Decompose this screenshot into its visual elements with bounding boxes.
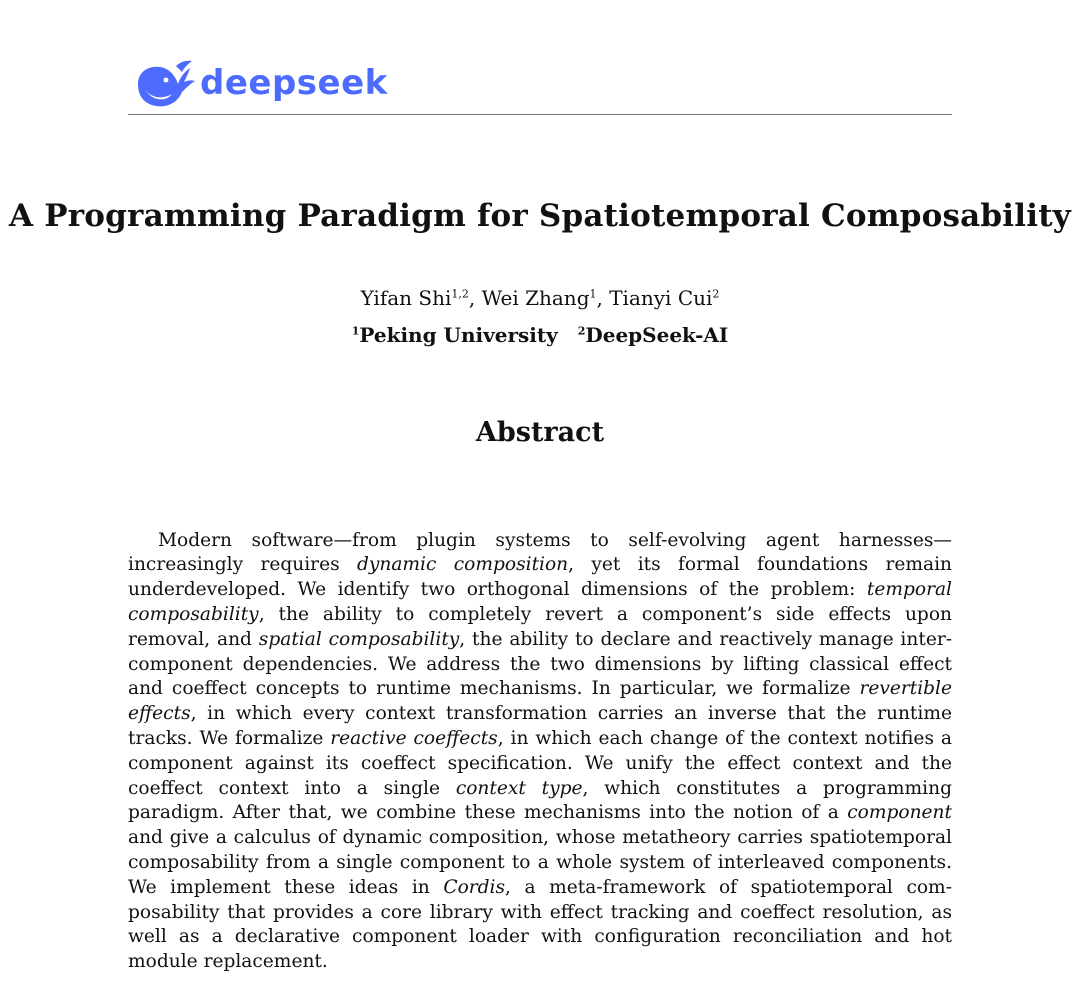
affiliation-list xyxy=(0,323,1080,347)
author-affiliation-mark: 2 xyxy=(712,287,720,301)
emphasis: temporal composability xyxy=(128,579,952,625)
emphasis: context type xyxy=(455,777,583,799)
emphasis: revertible effects xyxy=(128,678,952,725)
emphasis: reactive coeffects xyxy=(330,727,498,749)
emphasis: spatial composability xyxy=(258,628,460,650)
author-affiliation-mark: 1 xyxy=(589,287,597,301)
emphasis: Cordis xyxy=(443,876,506,898)
author-name: Wei Zhang xyxy=(481,286,590,310)
logo-text: deepseek xyxy=(200,63,388,103)
affiliation-mark: 1 xyxy=(351,324,360,338)
author-list xyxy=(0,286,1080,310)
page-header xyxy=(128,52,952,115)
emphasis: dynamic composition xyxy=(356,554,569,576)
abstract-body: Modern software—from plugin systems to self-evolving agent harnesses—increasingly requires dynamic composition, yet its formal foundations remain underdeveloped. We identify two orthogonal dimensions of the problem: temporal composability, the ability to completely revert a component’s side effects upon removal, and spatial composability, the ability to declare and reactively manage inter-component dependencies. We address the two dimensions by lifting classical effect and coeffect concepts to runtime mechanisms. In particular, we formalize revertible effects, in which every context transformation carries an inverse that the runtime tracks. We formalize reactive coeffects, in which each change of the context notifies a component against its coeffect specification. We unify the effect context and the coeffect context into a single context type, which constitutes a programming paradigm. After that, we combine these mechanisms into the notion of a component and give a calculus of dynamic composition, whose metatheory carries spatiotemporal composability from a single component to a whole system of interleaved components. We implement these ideas in Cordis, a meta-framework of spatiotemporal composability that provides a core library with effect tracking and coeffect resolution, as well as a declarative component loader with configuration reconciliation and hot module replacement. xyxy=(128,529,952,973)
author-affiliation-mark: 1,2 xyxy=(451,287,469,301)
emphasis: component xyxy=(847,802,952,824)
affiliation-name: Peking University xyxy=(359,323,558,347)
author-name: Tianyi Cui xyxy=(609,286,713,310)
paper-title: A Programming Paradigm for Spatiotemporal Composability xyxy=(9,198,1071,234)
affiliation-mark: 2 xyxy=(577,324,586,338)
whale-icon xyxy=(132,58,198,110)
abstract-heading: Abstract xyxy=(475,417,605,448)
author-name: Yifan Shi xyxy=(360,286,452,310)
author-separator: , xyxy=(596,286,610,310)
deepseek-logo xyxy=(132,58,388,110)
affiliation-name: DeepSeek-AI xyxy=(585,323,729,347)
author-separator: , xyxy=(468,286,482,310)
